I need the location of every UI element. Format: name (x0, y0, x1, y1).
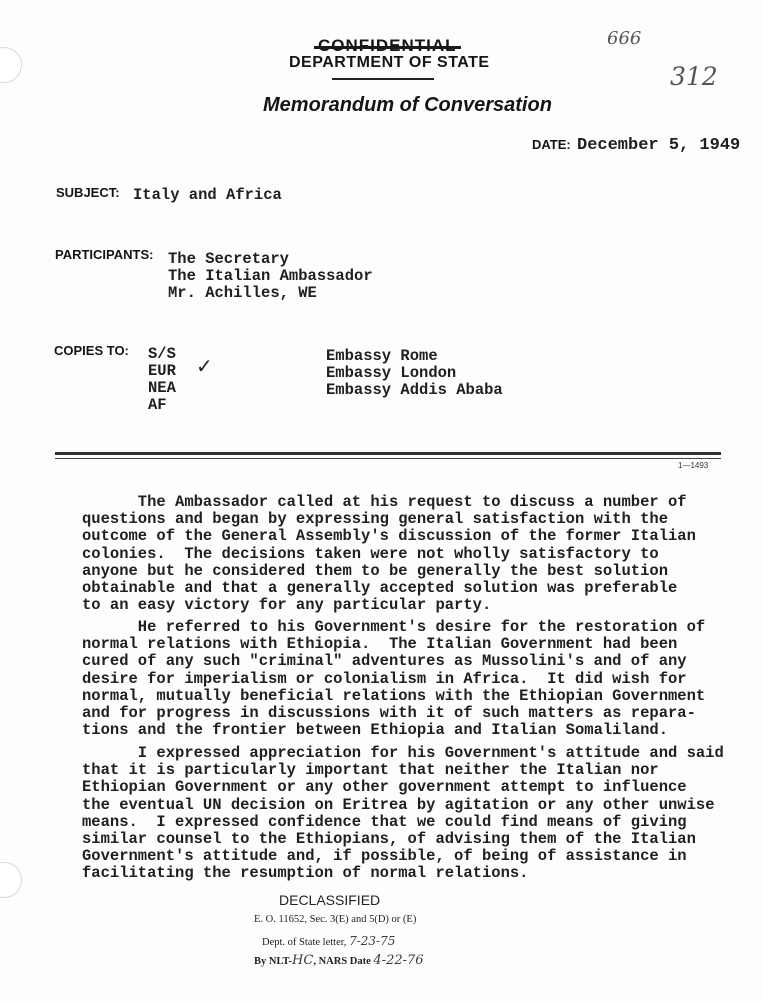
copy-embassy: Embassy London (326, 364, 457, 382)
subject-label: SUBJECT: (56, 185, 120, 200)
classification-strikethrough (314, 46, 461, 49)
form-number: 1—1493 (678, 461, 709, 470)
nlt-value: HC (292, 953, 314, 968)
dept-letter-line (262, 934, 395, 948)
date-value: December 5, 1949 (577, 136, 741, 155)
participant-name: Mr. Achilles, WE (168, 284, 317, 302)
department-underline (332, 78, 434, 80)
punch-hole-top (0, 47, 22, 83)
body-paragraph: I expressed appreciation for his Government's attitude and said that it is particularly important that neither the Italian nor Ethiopian Government or any other government attempt to influence the eventual UN decision on Eritrea by agitation or any other unwise means. I expressed confidence that we could find means of giving similar counsel to the Ethiopians, of advising them of the Italian Government's attitude and, if possible, of being of assistance in facilitating the resumption of normal relations. (82, 744, 724, 883)
participants-list (168, 251, 373, 302)
declassified-heading: DECLASSIFIED (279, 892, 381, 908)
check-mark: ✓ (196, 354, 213, 378)
section-divider (55, 452, 721, 455)
dept-letter-date: 7-23-75 (349, 934, 396, 948)
copies-embassies-list (326, 348, 503, 399)
subject-value: Italy and Africa (133, 186, 282, 204)
nars-date: 4-22-76 (373, 953, 424, 968)
dept-letter-label: Dept. of State letter, (262, 937, 347, 948)
punch-hole-bottom (0, 862, 22, 898)
folio-number: 666 (607, 28, 642, 49)
participant-name: The Italian Ambassador (168, 267, 373, 285)
declassification-authority: E. O. 11652, Sec. 3(E) and 5(D) or (E) (254, 914, 417, 925)
memo-title: Memorandum of Conversation (263, 94, 552, 116)
copies-to-label: COPIES TO: (54, 343, 129, 358)
copies-offices-list (148, 346, 176, 414)
classification-marking (318, 36, 457, 56)
participants-label: PARTICIPANTS: (55, 247, 154, 262)
copy-office: NEA (148, 379, 176, 397)
nars-label: , NARS Date (313, 956, 371, 967)
date-label: DATE: (532, 137, 571, 152)
nlt-line (254, 953, 424, 968)
body-paragraph: The Ambassador called at his request to discuss a number of questions and began by expressing general satisfaction with the outcome of the General Assembly's discussion of the former Italian colonies. The decisions taken were not wholly satisfactory to anyone but he considered them to be generally the best solution obtainable and that a generally accepted solution was preferable to an easy victory for any particular party. (82, 493, 696, 615)
copy-office: AF (148, 396, 167, 414)
copy-embassy: Embassy Rome (326, 347, 438, 365)
copy-embassy: Embassy Addis Ababa (326, 381, 503, 399)
copy-office: S/S (148, 345, 176, 363)
section-divider-thin (55, 458, 721, 459)
body-paragraph: He referred to his Government's desire for the restoration of normal relations with Ethiopia. The Italian Government had been cured of any such "criminal" adventures as Mussolini's and of any desire for imperialism or colonialism in Africa. It did wish for normal, mutually beneficial relations with the Ethiopian Government and for progress in discussions with it of such matters as repara- tions and the frontier between Ethiopia and Italian Somaliland. (82, 618, 706, 740)
department-heading: DEPARTMENT OF STATE (289, 54, 490, 71)
participant-name: The Secretary (168, 250, 289, 268)
page-number: 312 (670, 62, 718, 91)
nlt-label: By NLT- (254, 956, 293, 967)
copy-office: EUR (148, 362, 176, 380)
